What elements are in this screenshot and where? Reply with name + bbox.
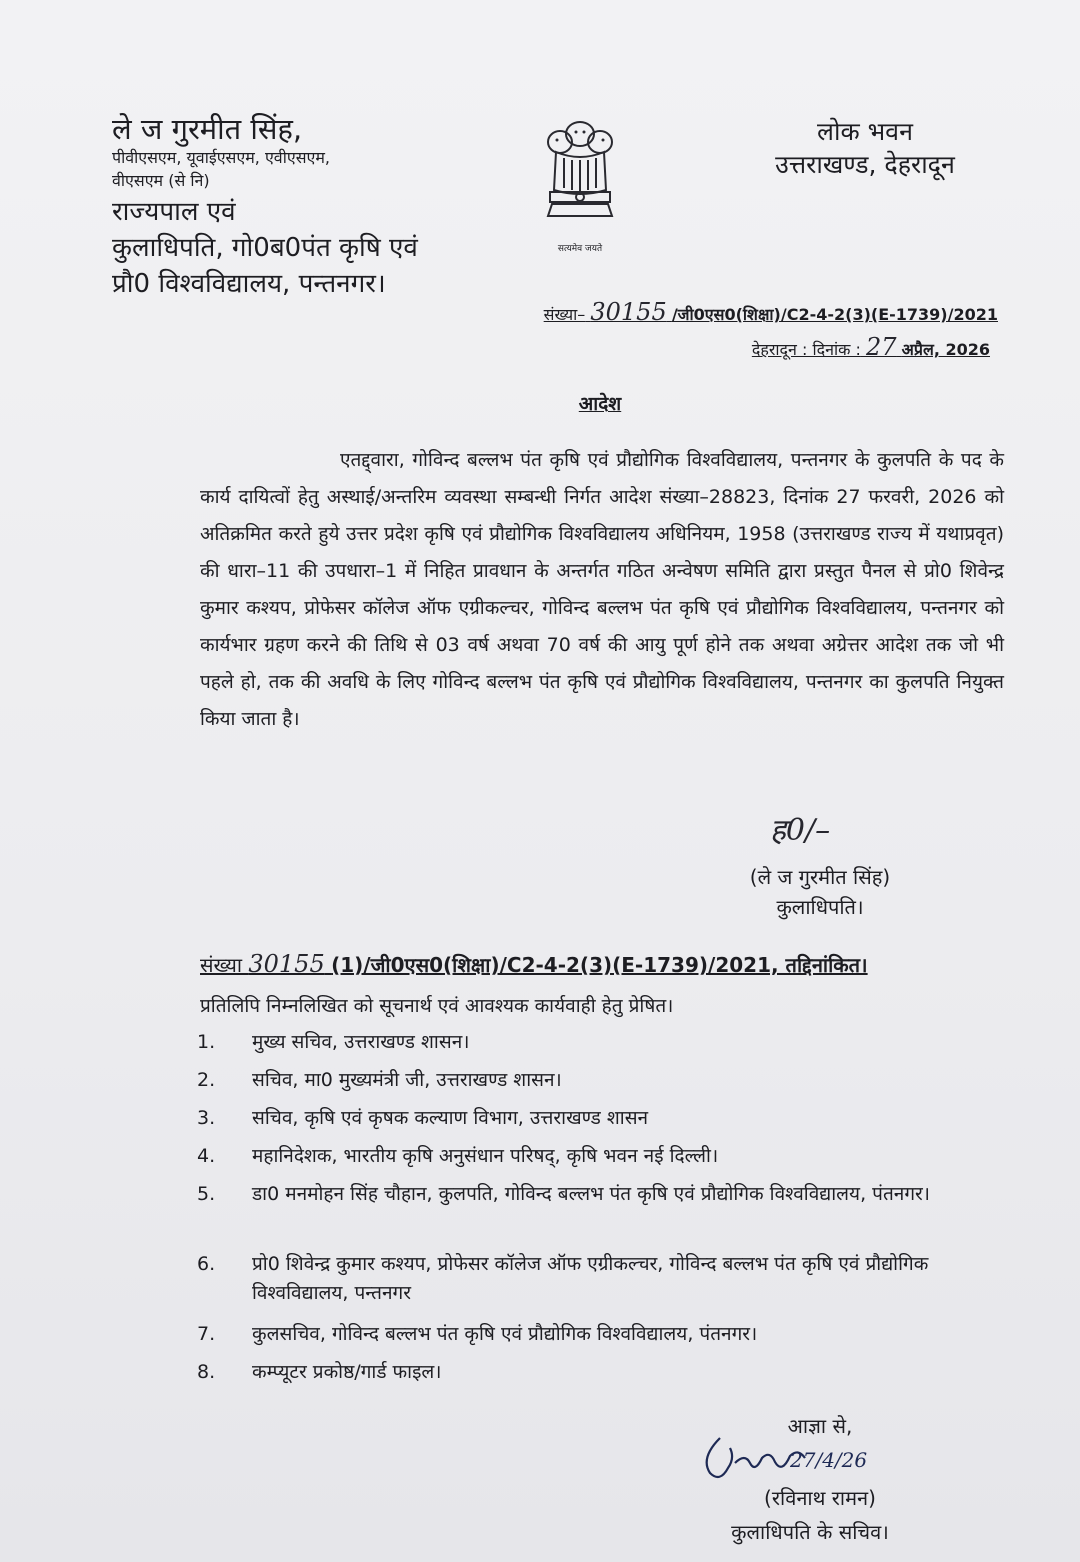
office-address (740, 115, 990, 181)
order-title: आदेश (578, 393, 622, 415)
handwritten-signature-date: 27/4/26 (790, 1448, 868, 1472)
by-order-text: आज्ञा से, (787, 1414, 853, 1438)
handwritten-number: 30155 (590, 298, 667, 326)
copy-intro: प्रतिलिपि निम्नलिखित को सूचनार्थ एवं आवश्यक कार्यवाही हेतु प्रेषित। (200, 995, 674, 1017)
state-emblem-icon (530, 112, 630, 237)
signatory-name: (ले ज गुरमीत सिंह) (749, 865, 891, 889)
reference-number: संख्या– 30155 /जी0एस0(शिक्षा)/C2-4-2(3)(E-1739)/2021 (543, 298, 998, 326)
signatory-block (700, 862, 940, 922)
sender-decorations-1: पीवीएसएम, यूवाईएसएम, एवीएसएम, (112, 148, 331, 167)
copy-list: 1. मुख्य सचिव, उत्तराखण्ड शासन। 2. सचिव, मा0 मुख्यमंत्री जी, उत्तराखण्ड शासन। 3. सचिव, कृषि एवं कृषक कल्याण विभाग, उत्तराखण्ड शासन 4. महानिदेशक, भारतीय कृषि अनुसंधान परिषद्, कृषि भवन नई दिल्ली। 5. डा0 मनमोहन सिंह चौहान, कुलपति, गोविन्द बल्लभ पंत कृषि एवं प्रौद्योगिक विश्वविद्यालय, पंतनगर। 6. प्रो0 शिवेन्द्र कुमार कश्यप, प्रोफेसर कॉलेज ऑफ एग्रीकल्चर, गोविन्द बल्लभ पंत कृषि एवं प्रौद्योगिक विश्वविद्यालय, पन्तनगर 7. कुलसचिव, गोविन्द बल्लभ पंत कृषि एवं प्रौद्योगिक विश्वविद्यालय, पंतनगर। 8. कम्प्यूटर प्रकोष्ठ/गार्ड फाइल। (197, 1031, 930, 1383)
office-location: उत्तराखण्ड, देहरादून (775, 150, 955, 179)
order-paragraph: एतद्द्वारा, गोविन्द बल्लभ पंत कृषि एवं प्रौद्योगिक विश्वविद्यालय, पन्तनगर के कुलपति के पद के कार्य दायित्वों हेतु अस्थाई/अन्तरिम व्यवस्था सम्बन्धी निर्गत आदेश संख्या–28823, दिनांक 27 फरवरी, 2026 को अतिक्रमित करते हुये उत्तर प्रदेश कृषि एवं प्रौद्योगिक विश्वविद्यालय अधिनियम, 1958 (उत्तराखण्ड राज्य में यथाप्रवृत) की धारा–11 की उपधारा–1 में निहित प्रावधान के अन्तर्गत गठित अन्वेषण समिति द्वारा प्रस्तुत पैनल से प्रो0 शिवेन्द्र कुमार कश्यप, प्रोफेसर कॉलेज ऑफ एग्रीकल्चर, गोविन्द बल्लभ पंत कृषि एवं प्रौद्योगिक विश्वविद्यालय, पन्तनगर को कार्यभार ग्रहण करने की तिथि से 03 वर्ष अथवा 70 वर्ष की आयु पूर्ण होने तक अथवा अग्रेत्तर आदेश तक जो भी पहले हो, तक की अवधि के लिए गोविन्द बल्लभ पंत कृषि एवं प्रौद्योगिक विश्वविद्यालय, पन्तनगर का कुलपति नियुक्त किया जाता है। (200, 449, 1004, 730)
order-body (200, 442, 1004, 738)
emblem-block (530, 112, 630, 254)
secretary-designation: कुलाधिपति के सचिव। (731, 1520, 889, 1544)
secretary-name: (रविनाथ रामन) (764, 1486, 876, 1510)
office-name: लोक भवन (817, 117, 913, 146)
sender-decorations-2: वीएसएम (से नि) (112, 171, 210, 190)
copy-reference: संख्या 30155 (1)/जी0एस0(शिक्षा)/C2-4-2(3)(E-1739)/2021, तद्दिनांकित। (200, 950, 868, 978)
sender-name: ले ज गुरमीत सिंह, (112, 112, 303, 146)
reference-date: देहरादून : दिनांक : 27 अप्रैल, 2026 (751, 333, 990, 361)
sender-designation-3: प्रौ0 विश्वविद्यालय, पन्तनगर। (112, 269, 386, 299)
handwritten-signature: ह0/– (770, 813, 831, 848)
sender-block (112, 112, 442, 302)
handwritten-date: 27 (866, 333, 897, 361)
signatory-designation: कुलाधिपति। (776, 895, 864, 919)
sender-designation-1: राज्यपाल एवं (112, 197, 236, 227)
emblem-caption: सत्यमेव जयते (557, 244, 603, 254)
sender-designation-2: कुलाधिपति, गो0ब0पंत कृषि एवं (112, 233, 418, 263)
handwritten-copy-number: 30155 (248, 950, 325, 978)
